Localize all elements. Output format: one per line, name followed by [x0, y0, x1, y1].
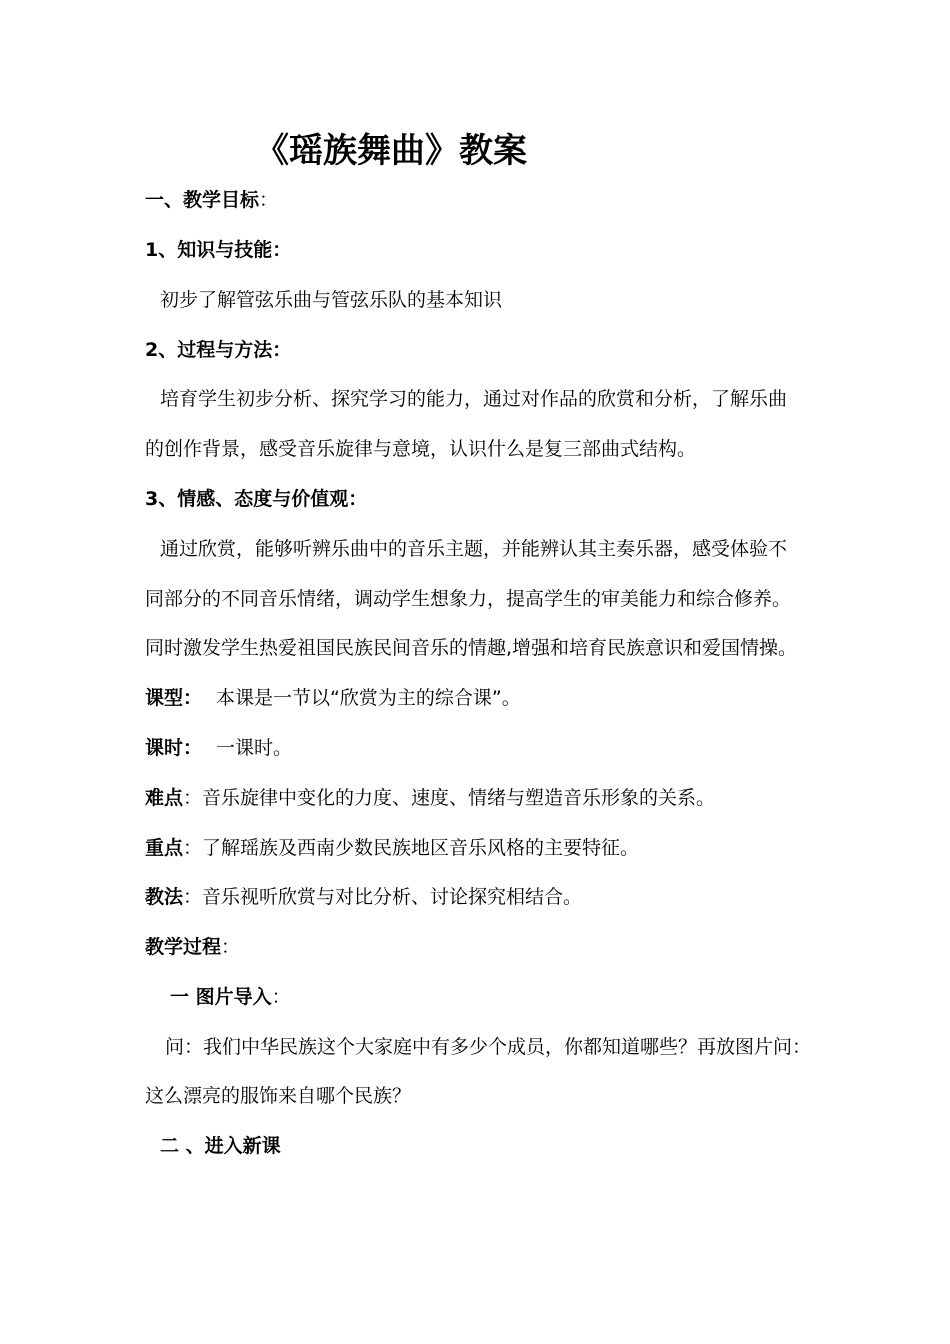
- difficulty-colon: ：: [183, 787, 203, 809]
- lesson-time-label: 课时：: [145, 737, 203, 759]
- emotion-text-line2: 同部分的不同音乐情绪，调动学生想象力，提高学生的审美能力和综合修养。: [145, 588, 792, 610]
- lesson-time-text: 一课时。: [216, 737, 293, 759]
- lesson-type-text: 本课是一节以“欣赏为主的综合课”。: [216, 687, 521, 709]
- key-point-row: [145, 835, 639, 861]
- document-title: 《瑶族舞曲》教案: [255, 131, 527, 171]
- section-teaching-goals: [145, 187, 278, 213]
- emotion-text-line3: 同时激发学生热爱祖国民族民间音乐的情趣,增强和培育民族意识和爱国情操。: [145, 637, 798, 659]
- emotion-heading: 3、情感、态度与价值观：: [145, 488, 368, 510]
- lesson-time-row: [145, 735, 292, 761]
- method-label: 教法: [145, 886, 184, 908]
- teaching-process-colon: ：: [221, 936, 241, 958]
- difficulty-text: 音乐旋律中变化的力度、速度、情绪与塑造音乐形象的关系。: [202, 787, 716, 809]
- knowledge-heading: 1、知识与技能：: [145, 239, 292, 261]
- knowledge-text: 初步了解管弦乐曲与管弦乐队的基本知识: [160, 289, 503, 311]
- process-heading: 2、过程与方法：: [145, 339, 292, 361]
- step1-text-line1: 问：我们中华民族这个大家庭中有多少个成员，你都知道哪些？再放图片问：: [165, 1036, 812, 1058]
- step1-heading: 一 图片导入: [170, 986, 272, 1008]
- difficulty-row: [145, 785, 715, 811]
- method-colon: ：: [183, 886, 203, 908]
- step1-colon: ：: [271, 986, 291, 1008]
- process-text-line1: 培育学生初步分析、探究学习的能力，通过对作品的欣赏和分析，了解乐曲: [160, 388, 788, 410]
- lesson-type-label: 课型：: [145, 687, 203, 709]
- key-point-colon: ：: [183, 837, 203, 859]
- emotion-text-line1: 通过欣赏，能够听辨乐曲中的音乐主题，并能辨认其主奏乐器，感受体验不: [160, 538, 788, 560]
- heading-colon: ：: [259, 189, 279, 211]
- step1-row: [170, 984, 291, 1010]
- step2-heading: 二 、进入新课: [160, 1135, 281, 1157]
- method-text: 音乐视听欣赏与对比分析、讨论探究相结合。: [202, 886, 583, 908]
- teaching-process-label: 教学过程: [145, 936, 222, 958]
- teaching-process-row: [145, 934, 240, 960]
- difficulty-label: 难点: [145, 787, 184, 809]
- method-row: [145, 884, 582, 910]
- key-point-text: 了解瑶族及西南少数民族地区音乐风格的主要特征。: [202, 837, 640, 859]
- key-point-label: 重点: [145, 837, 184, 859]
- lesson-type-row: [145, 685, 521, 711]
- section-heading: 一、教学目标: [145, 189, 260, 211]
- process-text-line2: 的创作背景，感受音乐旋律与意境，认识什么是复三部曲式结构。: [145, 438, 697, 460]
- step1-text-line2: 这么漂亮的服饰来自哪个民族？: [145, 1085, 412, 1107]
